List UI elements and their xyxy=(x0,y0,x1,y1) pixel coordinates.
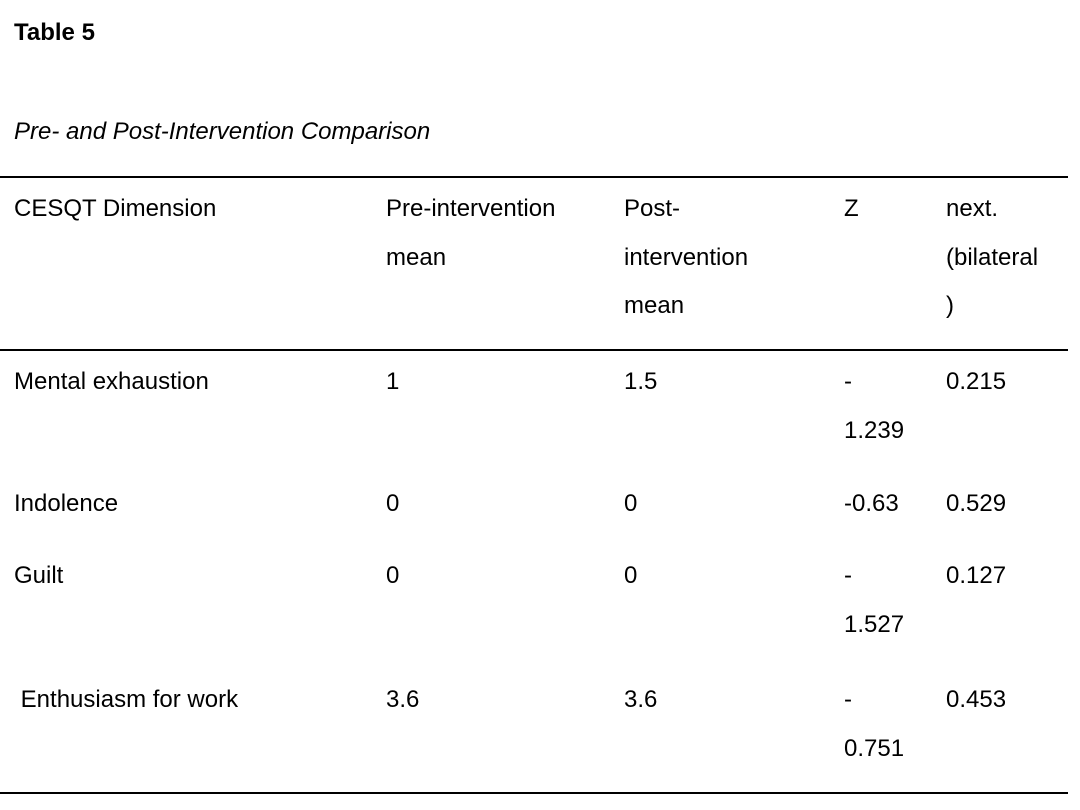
cell-post-mean: 0 xyxy=(624,562,638,589)
cell-z-line2: 1.239 xyxy=(844,416,905,444)
header-dimension xyxy=(14,185,354,234)
cell-z-line2: 0.751 xyxy=(844,734,905,762)
header-z-line1: Z xyxy=(844,195,859,222)
cell-z-line1: - xyxy=(844,368,852,395)
header-pre-mean-line1: Pre-intervention xyxy=(386,195,556,222)
cell-z-line1: - xyxy=(844,562,852,589)
header-significance-line2: (bilateral xyxy=(946,243,1039,271)
cell-pre-mean: 0 xyxy=(386,562,400,589)
cell-significance: 0.529 xyxy=(946,490,1007,517)
header-pre-mean xyxy=(386,185,601,282)
header-post-mean-line2: intervention xyxy=(624,243,749,271)
cell-z xyxy=(844,480,926,529)
cell-z-line1: - xyxy=(844,686,852,713)
header-dimension-line1: CESQT Dimension xyxy=(14,195,217,222)
cell-dimension: Enthusiasm for work xyxy=(14,686,239,713)
cell-pre-mean: 0 xyxy=(386,490,400,517)
cell-post-mean: 0 xyxy=(624,490,638,517)
header-post-mean-line1: Post- xyxy=(624,195,681,222)
table-bottom-rule xyxy=(0,792,1068,794)
table-label: Table 5 xyxy=(14,19,95,46)
header-post-mean-line3: mean xyxy=(624,292,685,319)
cell-z-line1: -0.63 xyxy=(844,490,899,517)
cell-z-line2: 1.527 xyxy=(844,610,905,638)
header-pre-mean-line2: mean xyxy=(386,243,447,271)
cell-post-mean: 1.5 xyxy=(624,368,658,395)
table-header-rule xyxy=(0,349,1068,351)
cell-post-mean: 3.6 xyxy=(624,686,658,713)
cell-significance: 0.215 xyxy=(946,368,1007,395)
header-significance-line1: next. xyxy=(946,195,999,222)
cell-dimension: Indolence xyxy=(14,490,119,517)
cell-pre-mean: 1 xyxy=(386,368,400,395)
header-significance xyxy=(946,185,1061,331)
cell-dimension: Mental exhaustion xyxy=(14,368,209,395)
header-post-mean xyxy=(624,185,814,331)
table-caption: Pre- and Post-Intervention Comparison xyxy=(14,118,431,145)
cell-z xyxy=(844,676,926,773)
header-significance-line3: ) xyxy=(946,292,954,319)
cell-z xyxy=(844,552,926,649)
header-z xyxy=(844,185,926,234)
cell-significance: 0.127 xyxy=(946,562,1007,589)
cell-significance: 0.453 xyxy=(946,686,1007,713)
cell-z xyxy=(844,358,926,455)
table-top-rule xyxy=(0,176,1068,178)
cell-pre-mean: 3.6 xyxy=(386,686,420,713)
cell-dimension: Guilt xyxy=(14,562,64,589)
